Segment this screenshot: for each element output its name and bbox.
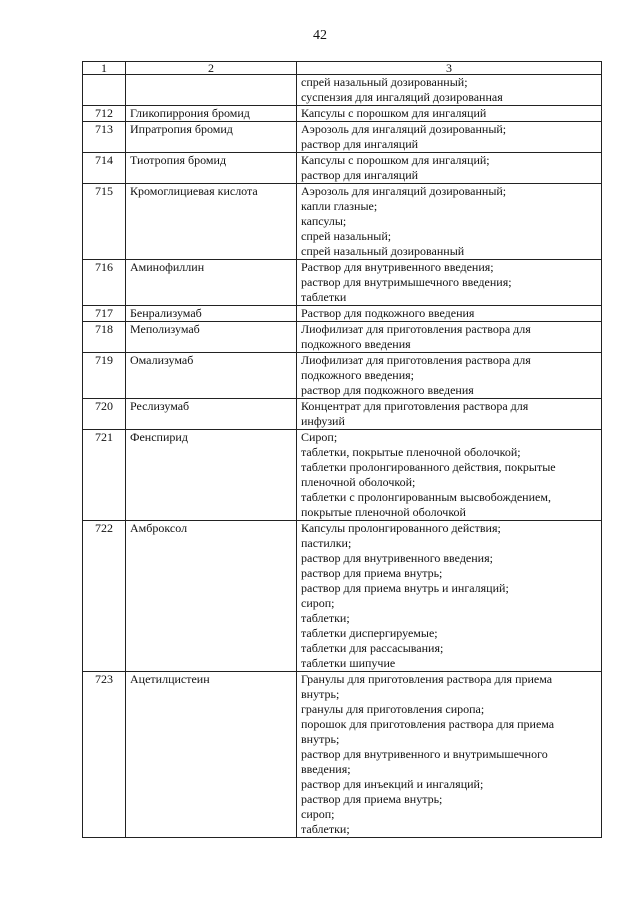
drug-name: Гликопиррония бромид xyxy=(126,106,297,122)
page-number: 42 xyxy=(313,28,327,43)
row-number: 718 xyxy=(83,322,126,353)
drug-name: Омализумаб xyxy=(126,353,297,399)
dosage-form-line: таблетки; xyxy=(301,822,350,836)
dosage-form-line: раствор для внутримышечного введения; xyxy=(301,275,512,289)
dosage-form-line: таблетки xyxy=(301,290,347,304)
table-row xyxy=(83,75,602,106)
dosage-form-line: сироп; xyxy=(301,807,335,821)
dosage-form-line: спрей назальный дозированный; xyxy=(301,75,468,89)
drug-name: Кромоглициевая кислота xyxy=(126,184,297,260)
drug-name: Бенрализумаб xyxy=(126,306,297,322)
dosage-form-line: спрей назальный дозированный xyxy=(301,244,465,258)
table-body xyxy=(83,75,602,838)
dosage-form-line: суспензия для ингаляций дозированная xyxy=(301,90,503,104)
drug-name: Реслизумаб xyxy=(126,399,297,430)
row-number: 719 xyxy=(83,353,126,399)
dosage-form-line: капсулы; xyxy=(301,214,347,228)
dosage-form-line: таблетки с пролонгированным высвобождением, xyxy=(301,490,551,504)
table-row xyxy=(83,260,602,306)
dosage-forms xyxy=(297,353,602,399)
header-col-2: 2 xyxy=(126,62,297,75)
drug-name: Аминофиллин xyxy=(126,260,297,306)
table-header-row xyxy=(83,62,602,75)
dosage-forms xyxy=(297,430,602,521)
dosage-form-line: пастилки; xyxy=(301,536,352,550)
dosage-form-line: подкожного введения xyxy=(301,337,411,351)
dosage-forms xyxy=(297,399,602,430)
dosage-form-line: Аэрозоль для ингаляций дозированный; xyxy=(301,184,507,198)
table-row xyxy=(83,672,602,838)
dosage-form-line: спрей назальный; xyxy=(301,229,392,243)
table-row xyxy=(83,353,602,399)
dosage-form-line: раствор для подкожного введения xyxy=(301,383,474,397)
dosage-form-line: раствор для приема внутрь; xyxy=(301,566,443,580)
row-number: 722 xyxy=(83,521,126,672)
row-number: 721 xyxy=(83,430,126,521)
dosage-form-line: внутрь; xyxy=(301,732,340,746)
dosage-forms xyxy=(297,122,602,153)
drug-name: Ипратропия бромид xyxy=(126,122,297,153)
table-row xyxy=(83,106,602,122)
dosage-form-line: Капсулы с порошком для ингаляций; xyxy=(301,153,490,167)
table-row xyxy=(83,153,602,184)
dosage-forms xyxy=(297,260,602,306)
drug-name: Амброксол xyxy=(126,521,297,672)
dosage-form-line: Раствор для внутривенного введения; xyxy=(301,260,494,274)
dosage-form-line: таблетки для рассасывания; xyxy=(301,641,444,655)
dosage-form-line: раствор для внутривенного введения; xyxy=(301,551,493,565)
dosage-forms xyxy=(297,184,602,260)
row-number: 712 xyxy=(83,106,126,122)
dosage-form-line: раствор для ингаляций xyxy=(301,168,419,182)
table-row xyxy=(83,122,602,153)
dosage-form-line: инфузий xyxy=(301,414,345,428)
dosage-form-line: капли глазные; xyxy=(301,199,378,213)
drug-name: Тиотропия бромид xyxy=(126,153,297,184)
dosage-form-line: раствор для внутривенного и внутримышечного xyxy=(301,747,548,761)
dosage-form-line: таблетки пролонгированного действия, покрытые xyxy=(301,460,556,474)
table-row xyxy=(83,306,602,322)
dosage-forms xyxy=(297,306,602,322)
dosage-forms xyxy=(297,75,602,106)
dosage-form-line: раствор для приема внутрь и ингаляций; xyxy=(301,581,509,595)
drug-name: Ацетилцистеин xyxy=(126,672,297,838)
table-row xyxy=(83,521,602,672)
dosage-forms xyxy=(297,521,602,672)
dosage-form-line: сироп; xyxy=(301,596,335,610)
dosage-form-line: таблетки; xyxy=(301,611,350,625)
dosage-form-line: раствор для инъекций и ингаляций; xyxy=(301,777,484,791)
dosage-form-line: Сироп; xyxy=(301,430,338,444)
header-col-3: 3 xyxy=(297,62,602,75)
dosage-form-line: Аэрозоль для ингаляций дозированный; xyxy=(301,122,507,136)
dosage-form-line: таблетки шипучие xyxy=(301,656,396,670)
table-row xyxy=(83,322,602,353)
dosage-form-line: Лиофилизат для приготовления раствора для xyxy=(301,322,531,336)
row-number: 716 xyxy=(83,260,126,306)
dosage-form-line: подкожного введения; xyxy=(301,368,414,382)
dosage-form-line: Гранулы для приготовления раствора для приема xyxy=(301,672,553,686)
dosage-form-line: покрытые пленочной оболочкой xyxy=(301,505,466,519)
dosage-form-line: Капсулы пролонгированного действия; xyxy=(301,521,501,535)
dosage-forms xyxy=(297,672,602,838)
drug-name: Меполизумаб xyxy=(126,322,297,353)
dosage-form-line: Раствор для подкожного введения xyxy=(301,306,475,320)
dosage-form-line: Капсулы с порошком для ингаляций xyxy=(301,106,487,120)
table-row xyxy=(83,184,602,260)
drug-name: Фенспирид xyxy=(126,430,297,521)
row-number: 720 xyxy=(83,399,126,430)
row-number: 723 xyxy=(83,672,126,838)
row-number: 714 xyxy=(83,153,126,184)
dosage-forms xyxy=(297,322,602,353)
dosage-forms xyxy=(297,106,602,122)
row-number xyxy=(83,75,126,106)
header-col-1: 1 xyxy=(83,62,126,75)
dosage-form-line: Концентрат для приготовления раствора для xyxy=(301,399,529,413)
row-number: 715 xyxy=(83,184,126,260)
dosage-form-line: порошок для приготовления раствора для приема xyxy=(301,717,555,731)
dosage-form-line: пленочной оболочкой; xyxy=(301,475,416,489)
dosage-form-line: таблетки диспергируемые; xyxy=(301,626,438,640)
drug-table xyxy=(82,61,602,838)
dosage-form-line: Лиофилизат для приготовления раствора для xyxy=(301,353,531,367)
drug-name xyxy=(126,75,297,106)
row-number: 717 xyxy=(83,306,126,322)
row-number: 713 xyxy=(83,122,126,153)
dosage-form-line: введения; xyxy=(301,762,351,776)
dosage-forms xyxy=(297,153,602,184)
dosage-form-line: раствор для ингаляций xyxy=(301,137,419,151)
dosage-form-line: гранулы для приготовления сиропа; xyxy=(301,702,485,716)
dosage-form-line: таблетки, покрытые пленочной оболочкой; xyxy=(301,445,521,459)
table-row xyxy=(83,399,602,430)
table-row xyxy=(83,430,602,521)
dosage-form-line: раствор для приема внутрь; xyxy=(301,792,443,806)
dosage-form-line: внутрь; xyxy=(301,687,340,701)
